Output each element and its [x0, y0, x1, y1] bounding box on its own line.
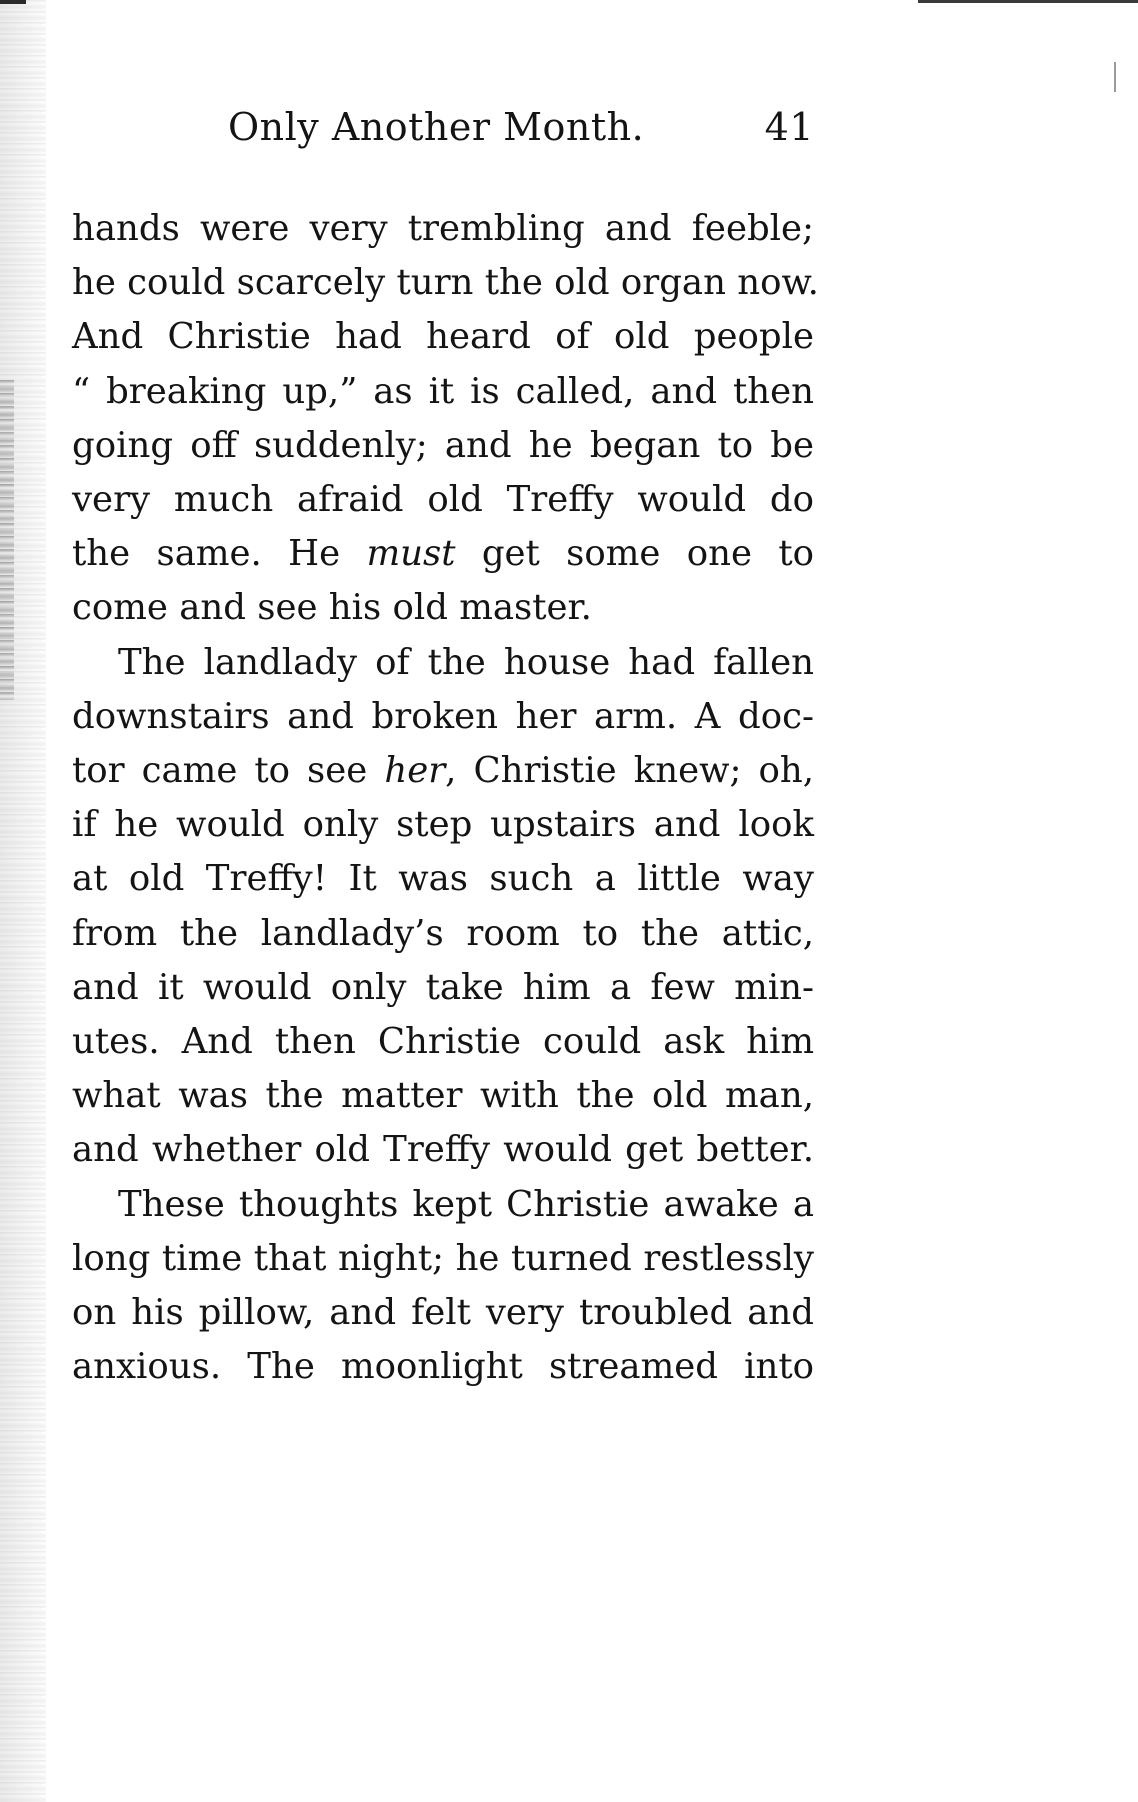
- text-line: The landlady of the house had fallen: [118, 641, 814, 683]
- text-line: And Christie had heard of old people: [72, 316, 814, 358]
- scan-top-rule: [918, 0, 1138, 3]
- text-run: the same. He: [72, 533, 341, 575]
- paragraph-3: [72, 1178, 814, 1395]
- text-line: anxious. The moonlight streamed into: [72, 1346, 814, 1388]
- scan-binding-shadow: [0, 380, 14, 700]
- text-line: utes. And then Christie could ask him: [72, 1021, 814, 1063]
- italic-emphasis: must: [366, 533, 456, 575]
- text-line: and whether old Treffy would get better.: [72, 1129, 814, 1171]
- text-line: he could scarcely turn the old organ now.: [72, 262, 819, 304]
- text-run: tor came to see: [72, 750, 368, 792]
- text-line: on his pillow, and felt very troubled and: [72, 1292, 814, 1334]
- scan-corner-mark: [0, 0, 26, 4]
- text-line: “ breaking up,” as it is called, and then: [72, 370, 814, 412]
- text-line: hands were very trembling and feeble;: [72, 208, 814, 249]
- body-text: [72, 202, 819, 1394]
- text-line: what was the matter with the old man,: [72, 1075, 814, 1117]
- text-line: These thoughts kept Christie awake a: [118, 1183, 814, 1225]
- paragraph-1: [72, 202, 819, 636]
- text-line: downstairs and broken her arm. A doc-: [72, 695, 814, 737]
- running-head: [228, 102, 814, 152]
- text-line: very much afraid old Treffy would do: [72, 479, 814, 521]
- text-line: long time that night; he turned restlessly: [72, 1237, 814, 1279]
- scan-binding-edge: [0, 0, 46, 1802]
- text-line: and it would only take him a few min-: [72, 966, 814, 1008]
- text-line: if he would only step upstairs and look: [72, 804, 814, 846]
- running-title: Only Another Month.: [228, 105, 645, 149]
- text-line: going off suddenly; and he began to be: [72, 424, 814, 466]
- text-line: from the landlady’s room to the attic,: [72, 912, 814, 954]
- text-line: at old Treffy! It was such a little way: [72, 858, 814, 900]
- text-line: come and see his old master.: [72, 587, 592, 629]
- scan-margin-tick: [1114, 62, 1116, 92]
- text-line: [72, 527, 814, 581]
- text-run: , Christie knew; oh,: [445, 750, 814, 792]
- page-number: 41: [764, 105, 814, 149]
- italic-emphasis: her: [384, 750, 446, 792]
- text-run: get some one to: [481, 533, 814, 575]
- paragraph-2: [72, 636, 814, 1178]
- text-line: [72, 744, 814, 798]
